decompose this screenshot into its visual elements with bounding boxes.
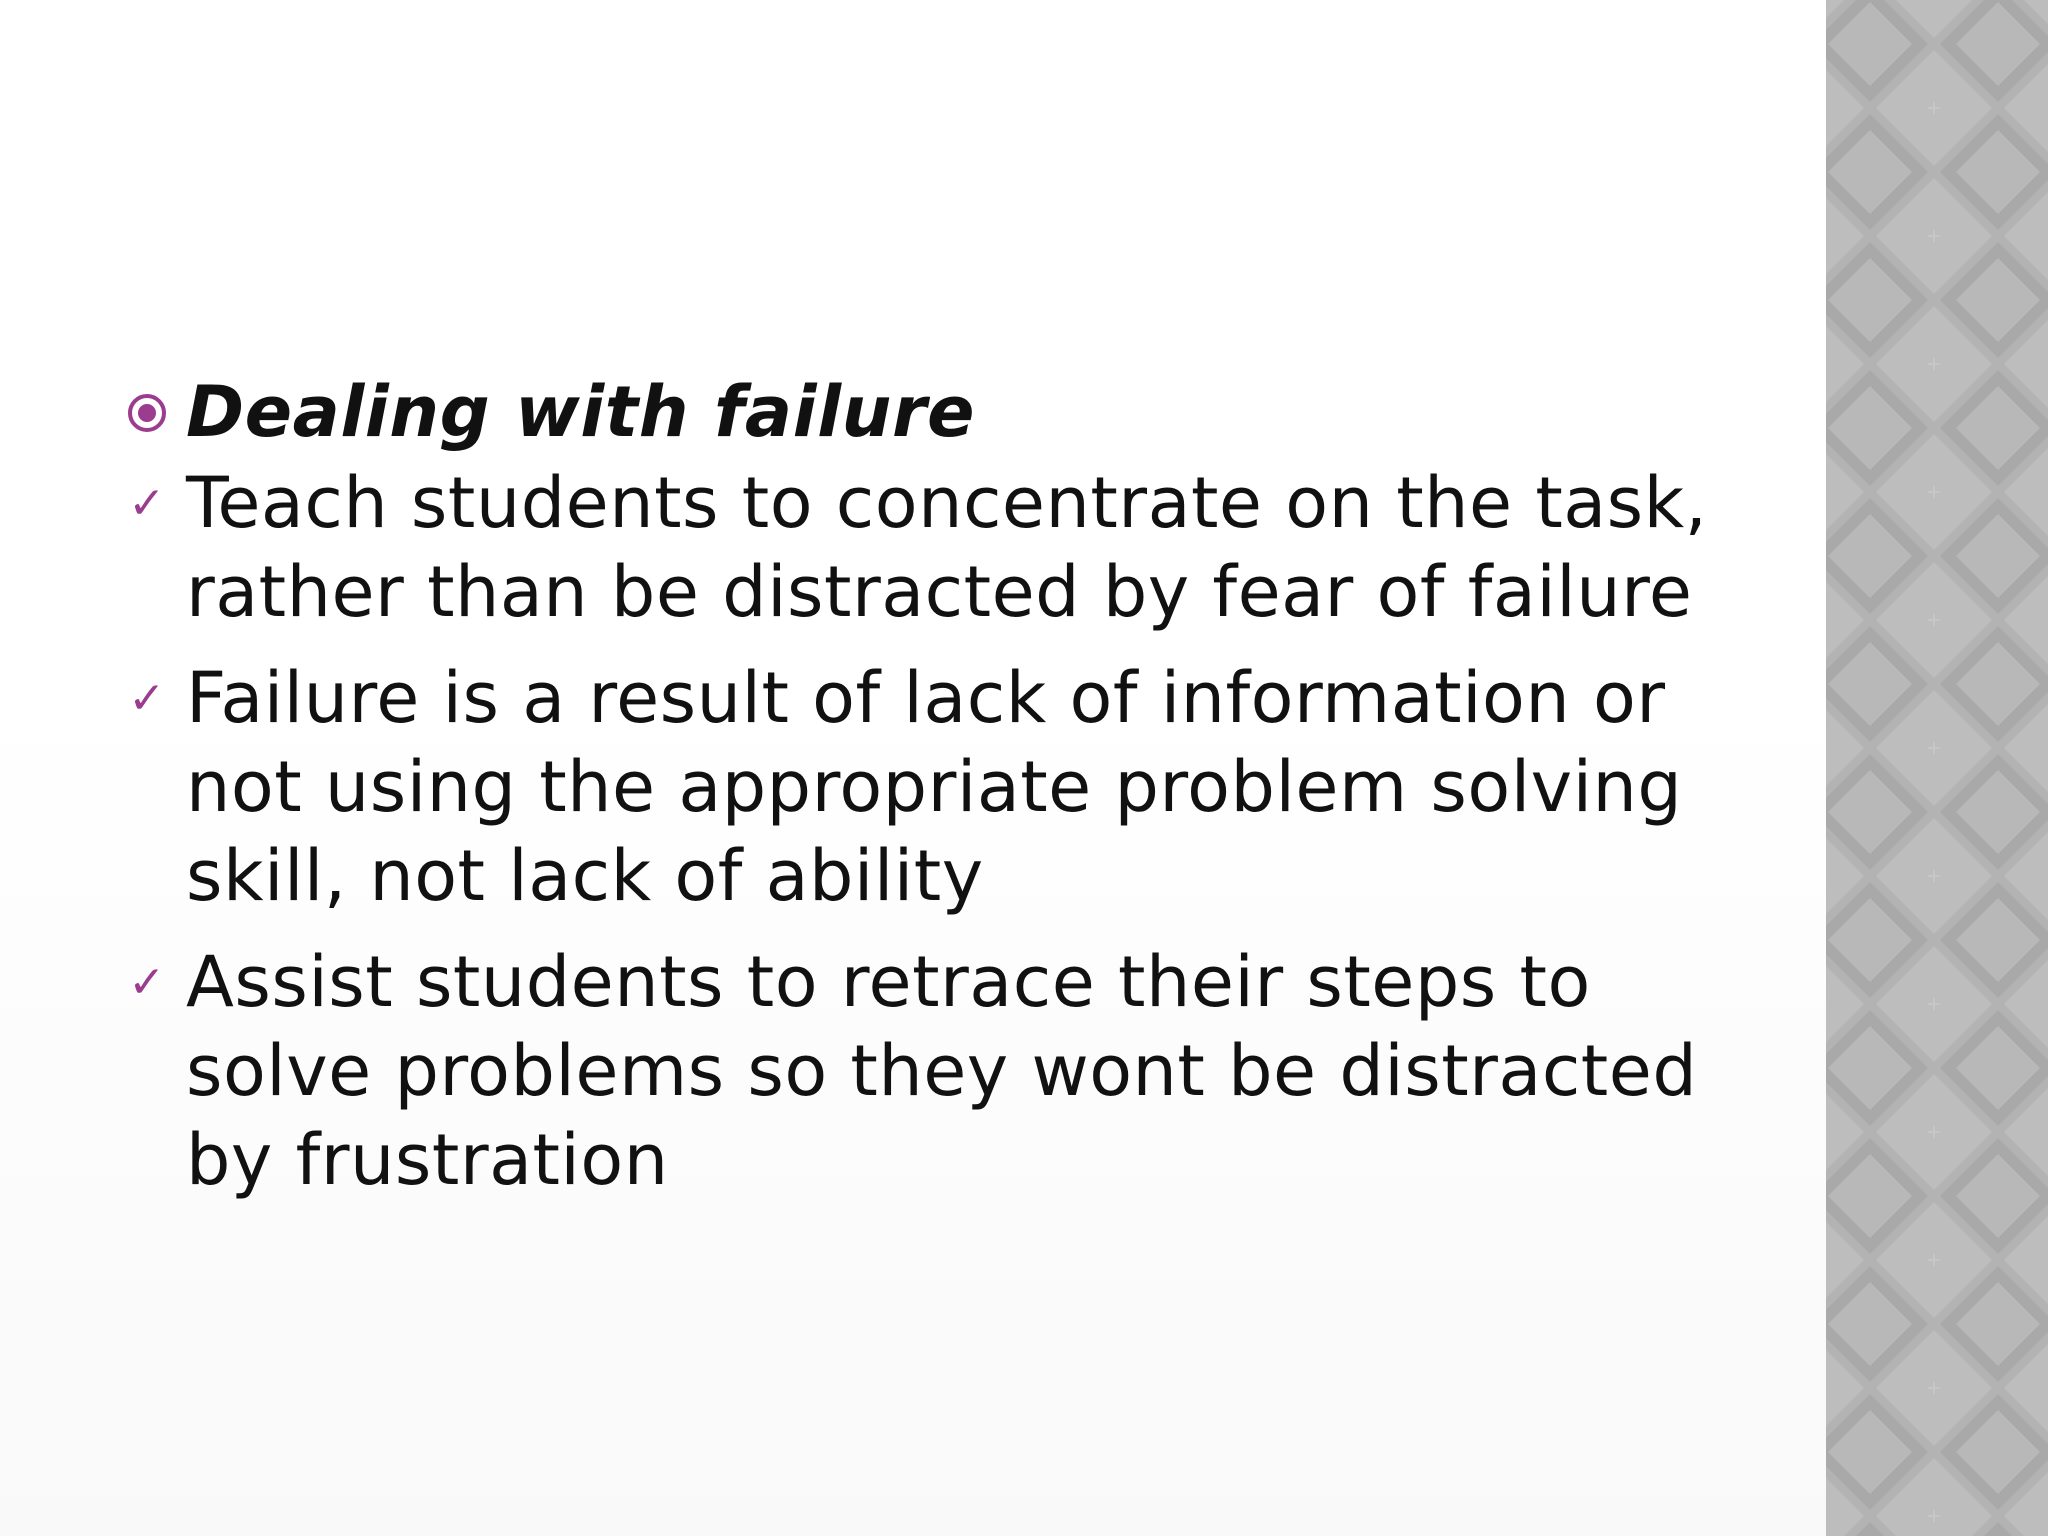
- list-item-text: Failure is a result of lack of information or not using the appropriate problem solving skill, not lack of ability: [186, 657, 1683, 917]
- target-bullet-icon: [122, 368, 172, 457]
- list-item-3: [122, 938, 1722, 1205]
- diamond-pattern: [1826, 0, 2048, 1536]
- slide-body: [122, 368, 1722, 1222]
- checkmark-icon: ✓: [128, 957, 166, 1008]
- heading-text: Dealing with failure: [186, 371, 975, 453]
- list-item-2: [122, 654, 1722, 921]
- list-item-text: Teach students to concentrate on the task, rather than be distracted by fear of failure: [186, 462, 1708, 633]
- list-item-1: [122, 459, 1722, 637]
- side-decorative-panel: [1826, 0, 2048, 1536]
- heading-item: [122, 368, 1722, 457]
- checkmark-icon: ✓: [128, 478, 166, 529]
- list-item-text: Assist students to retrace their steps to solve problems so they wont be distracted by frustration: [186, 941, 1698, 1201]
- checkmark-icon: ✓: [128, 673, 166, 724]
